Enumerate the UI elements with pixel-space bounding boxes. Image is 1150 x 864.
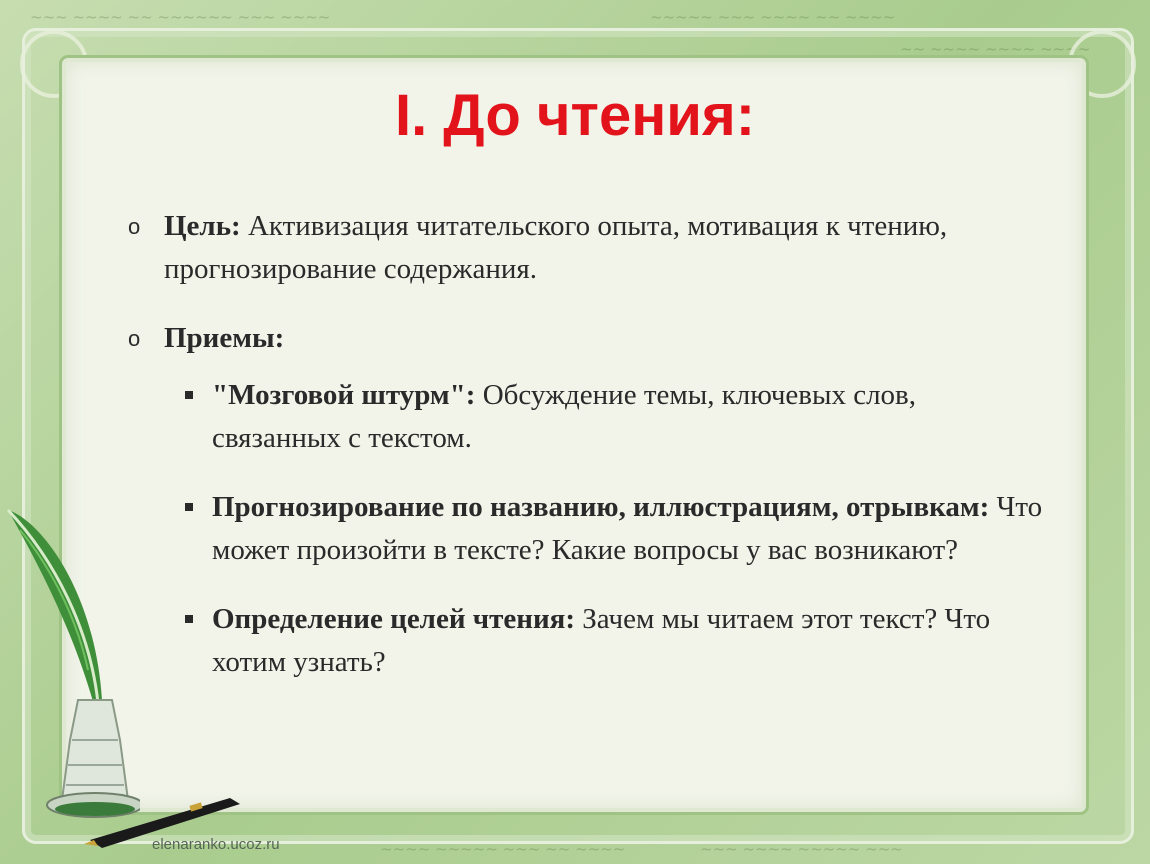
- technique-label: "Мозговой штурм":: [212, 379, 476, 411]
- square-bullet-icon: [185, 503, 193, 511]
- slide-title: I. До чтения:: [394, 83, 756, 148]
- technique-item: [122, 598, 1052, 684]
- goal-label: Цель:: [164, 210, 241, 242]
- footer-source: elenaranko.ucoz.ru: [152, 836, 280, 853]
- techniques-item: [122, 317, 1052, 360]
- decorative-script: ~~~~ ~~~~~ ~~~ ~~ ~~~~: [380, 840, 626, 858]
- quill-feather-icon: [0, 500, 140, 830]
- decorative-script: ~~~ ~~~~ ~~ ~~~~~~ ~~~ ~~~~: [30, 8, 331, 26]
- technique-item: [122, 486, 1052, 572]
- goal-text: Активизация читательского опыта, мотивация к чтению, прогнозирование содержания.: [164, 210, 948, 285]
- techniques-label: Приемы:: [164, 322, 285, 354]
- square-bullet-icon: [185, 391, 193, 399]
- decorative-script: ~~~ ~~~~ ~~~~~ ~~~: [700, 840, 903, 858]
- technique-label: Прогнозирование по названию, иллюстрациям, отрывкам:: [212, 491, 990, 523]
- decorative-script: ~~ ~~~~ ~~~~ ~~~~: [900, 40, 1091, 58]
- slide-content: [122, 205, 1052, 710]
- technique-text: Что может произойти в тексте? Какие вопросы у вас возникают?: [212, 491, 1043, 566]
- circle-bullet-icon: o: [128, 326, 141, 351]
- circle-bullet-icon: o: [128, 214, 141, 239]
- goal-item: [122, 205, 1052, 291]
- technique-text: Обсуждение темы, ключевых слов, связанных с текстом.: [212, 379, 916, 454]
- technique-text: Зачем мы читаем этот текст? Что хотим узнать?: [212, 603, 991, 678]
- technique-item: [122, 374, 1052, 460]
- technique-label: Определение целей чтения:: [212, 603, 576, 635]
- decorative-script: ~~~~~ ~~~ ~~~~ ~~ ~~~~: [650, 8, 896, 26]
- square-bullet-icon: [185, 615, 193, 623]
